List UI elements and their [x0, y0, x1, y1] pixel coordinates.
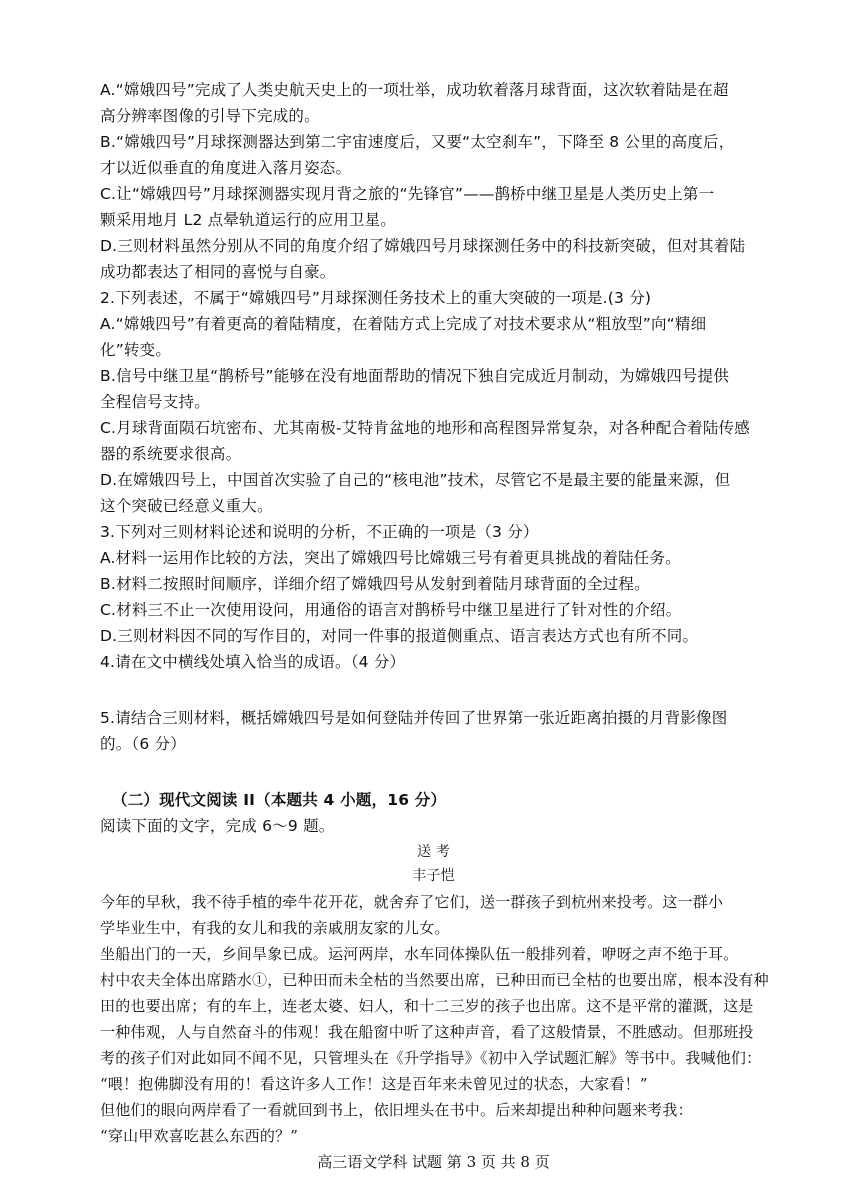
article-para-2-line-1: 坐船出门的一天，乡间旱象已成。运河两岸，水车同体操队伍一般排列着，咿呀之声不绝于耳。 [100, 945, 739, 963]
option-a-line-2: 高分辨率图像的引导下完成的。 [100, 107, 320, 125]
option-c-line-2: 颗采用地月 L2 点晕轨道运行的应用卫星。 [100, 211, 397, 229]
article-para-2-line-5: 考的孩子们对此如同不闻不见，只管埋头在《升学指导》《初中入学试题汇解》等书中。我喊他们： [100, 1049, 762, 1067]
option-d-line-1: D.三则材料虽然分别从不同的角度介绍了嫦娥四号月球探测任务中的科技新突破，但对其着陆 [100, 237, 746, 255]
article-para-3: 但他们的眼向两岸看了一看就回到书上，依旧埋头在书中。后来却提出种种问题来考我： [100, 1101, 693, 1119]
q2-option-d-line-2: 这个突破已经意义重大。 [100, 497, 273, 515]
article-para-2-line-2: 村中农夫全体出席踏水①，已种田而未全枯的当然要出席，已种田而已全枯的也要出席，根本没有种 [100, 971, 769, 989]
section-heading: （二）现代文阅读 II（本题共 4 小题，16 分） [112, 791, 447, 809]
q2-option-a-line-1: A.“嫦娥四号”有着更高的着陆精度，在着陆方式上完成了对技术要求从“粗放型”向“精细 [100, 315, 707, 333]
q2-option-c-line-1: C.月球背面陨石坑密布、尤其南极-艾特肯盆地的地形和高程图异常复杂，对各种配合着陆传感 [100, 419, 750, 437]
option-d-line-2: 成功都表达了相同的喜悦与自豪。 [100, 263, 336, 281]
question-5-line-1: 5.请结合三则材料，概括嫦娥四号是如何登陆并传回了世界第一张近距离拍摄的月背影像图 [100, 709, 728, 727]
option-c-line-1: C.让“嫦娥四号”月球探测器实现月背之旅的“先锋官”——鹊桥中继卫星是人类历史上第一 [100, 185, 715, 203]
option-b-line-1: B.“嫦娥四号”月球探测器达到第二宇宙速度后，又要“太空刹车”，下降至 8 公里的高度后， [100, 133, 735, 151]
question-4: 4.请在文中横线处填入恰当的成语。（4 分） [100, 653, 406, 671]
article-quote-1: “喂！抱佛脚没有用的！看这许多人工作！这是百年来未曾见过的状态，大家看！” [100, 1075, 648, 1093]
q3-option-d: D.三则材料因不同的写作目的，对同一件事的报道侧重点、语言表达方式也有所不同。 [100, 627, 699, 645]
q3-option-b: B.材料二按照时间顺序，详细介绍了嫦娥四号从发射到着陆月球背面的全过程。 [100, 575, 650, 593]
reading-instruction: 阅读下面的文字，完成 6～9 题。 [100, 817, 335, 835]
q2-option-a-line-2: 化”转变。 [100, 341, 172, 359]
q2-option-b-line-1: B.信号中继卫星“鹊桥号”能够在没有地面帮助的情况下独自完成近月制动，为嫦娥四号提供 [100, 367, 730, 385]
question-5-line-2: 的。（6 分） [100, 735, 186, 753]
page-footer: 高三语文学科 试题 第 3 页 共 8 页 [317, 1153, 550, 1171]
article-para-2-line-3: 田的也要出席；有的车上，连老太婆、妇人，和十二三岁的孩子也出席。这不是平常的灌溉，这是 [100, 997, 754, 1015]
article-para-2-line-4: 一种伟观，人与自然奋斗的伟观！我在船窗中听了这种声音，看了这般情景，不胜感动。但那班投 [100, 1023, 754, 1041]
q3-option-c: C.材料三不止一次使用设问，用通俗的语言对鹊桥号中继卫星进行了针对性的介绍。 [100, 601, 682, 619]
question-2: 2.下列表述，不属于“嫦娥四号”月球探测任务技术上的重大突破的一项是.(3 分) [100, 289, 652, 307]
option-b-line-2: 才以近似垂直的角度进入落月姿态。 [100, 159, 352, 177]
q2-option-d-line-1: D.在嫦娥四号上，中国首次实验了自己的“核电池”技术，尽管它不是最主要的能量来源，但 [100, 471, 731, 489]
article-para-1-line-1: 今年的早秋，我不待手植的牵牛花开花，就舍弃了它们，送一群孩子到杭州来投考。这一群小 [100, 893, 724, 911]
question-3: 3.下列对三则材料论述和说明的分析，不正确的一项是（3 分） [100, 523, 539, 541]
q3-option-a: A.材料一运用作比较的方法，突出了嫦娥四号比嫦娥三号有着更具挑战的着陆任务。 [100, 549, 681, 567]
article-quote-2: “穿山甲欢喜吃甚么东西的？” [100, 1127, 299, 1145]
article-author: 丰子恺 [412, 868, 455, 884]
article-title: 送 考 [416, 844, 451, 860]
q2-option-c-line-2: 器的系统要求很高。 [100, 445, 242, 463]
option-a-line-1: A.“嫦娥四号”完成了人类史航天史上的一项壮举，成功软着落月球背面，这次软着陆是在超 [100, 81, 729, 99]
article-para-1-line-2: 学毕业生中，有我的女儿和我的亲戚朋友家的儿女。 [100, 919, 450, 937]
q2-option-b-line-2: 全程信号支持。 [100, 393, 210, 411]
